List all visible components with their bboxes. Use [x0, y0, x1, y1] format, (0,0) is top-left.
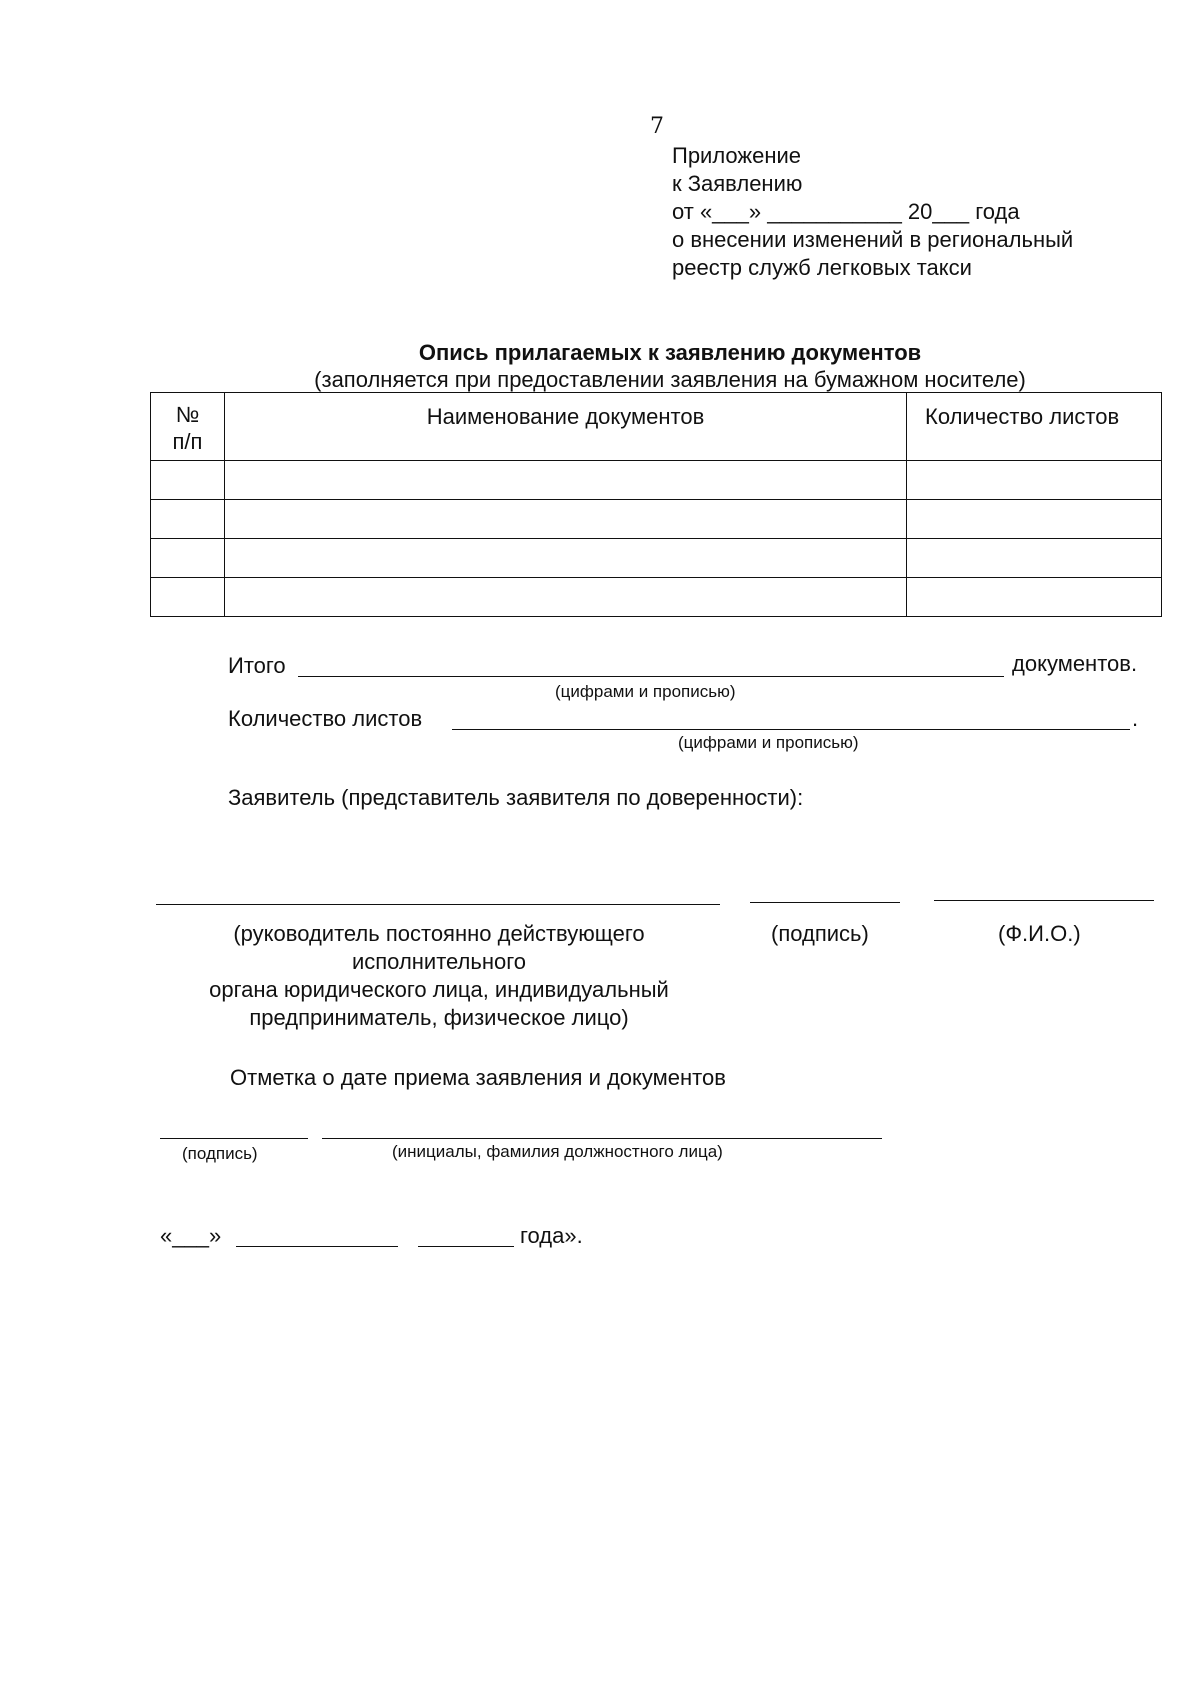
appendix-line: к Заявлению	[672, 171, 803, 196]
cell-number[interactable]	[151, 539, 225, 578]
cell-number[interactable]	[151, 578, 225, 617]
column-header-sheet-count: Количество листов	[907, 393, 1162, 461]
applicant-signature-line[interactable]	[750, 902, 900, 903]
sheets-suffix: .	[1132, 706, 1139, 731]
receipt-date-day: «___»	[160, 1223, 222, 1248]
receipt-signature-caption: (подпись)	[182, 1144, 258, 1163]
receipt-heading: Отметка о дате приема заявления и документов	[230, 1065, 726, 1090]
cell-sheet-count[interactable]	[907, 500, 1162, 539]
appendix-date-line: от «___» ___________ 20___ года	[672, 199, 1020, 224]
column-header-document-name: Наименование документов	[225, 393, 907, 461]
cell-sheet-count[interactable]	[907, 539, 1162, 578]
column-header-number-text: № п/п	[172, 402, 203, 454]
appendix-line: Приложение	[672, 143, 802, 168]
table-row	[151, 461, 1162, 500]
appendix-block	[672, 142, 1073, 282]
applicant-role-caption-1: (руководитель постоянно действующего	[233, 921, 645, 946]
sheets-hint: (цифрами и прописью)	[678, 733, 859, 752]
cell-document-name[interactable]	[225, 461, 907, 500]
inventory-table	[150, 392, 1162, 617]
sheets-label: Количество листов	[228, 706, 423, 731]
column-header-number	[151, 393, 225, 461]
applicant-role-caption-2: исполнительного	[351, 949, 527, 974]
receipt-official-line[interactable]	[322, 1138, 882, 1139]
total-hint: (цифрами и прописью)	[555, 682, 736, 701]
cell-number[interactable]	[151, 461, 225, 500]
total-label: Итого	[228, 653, 286, 678]
receipt-official-caption: (инициалы, фамилия должностного лица)	[392, 1142, 723, 1161]
table-header-row	[151, 393, 1162, 461]
cell-number[interactable]	[151, 500, 225, 539]
receipt-date-suffix: года».	[520, 1223, 583, 1248]
cell-document-name[interactable]	[225, 539, 907, 578]
table-row	[151, 500, 1162, 539]
cell-document-name[interactable]	[225, 578, 907, 617]
applicant-name-line[interactable]	[934, 900, 1154, 901]
appendix-line: реестр служб легковых такси	[672, 255, 972, 280]
cell-document-name[interactable]	[225, 500, 907, 539]
applicant-role-caption-3: органа юридического лица, индивидуальный	[209, 977, 669, 1002]
receipt-date-month-line[interactable]	[236, 1246, 398, 1247]
applicant-name-caption: (Ф.И.О.)	[998, 921, 1081, 946]
table-row	[151, 578, 1162, 617]
inventory-subtitle: (заполняется при предоставлении заявления на бумажном носителе)	[314, 367, 1026, 392]
inventory-title: Опись прилагаемых к заявлению документов	[418, 340, 922, 365]
applicant-heading: Заявитель (представитель заявителя по доверенности):	[228, 785, 804, 810]
applicant-role-caption-4: предприниматель, физическое лицо)	[249, 1005, 629, 1030]
total-input-line[interactable]	[298, 676, 1004, 677]
total-suffix: документов.	[1012, 651, 1138, 676]
sheets-input-line[interactable]	[452, 729, 1130, 730]
applicant-role-line[interactable]	[156, 904, 720, 905]
cell-sheet-count[interactable]	[907, 578, 1162, 617]
receipt-signature-line[interactable]	[160, 1138, 308, 1139]
page-number: 7	[650, 114, 664, 139]
applicant-signature-caption: (подпись)	[771, 921, 869, 946]
cell-sheet-count[interactable]	[907, 461, 1162, 500]
appendix-line: о внесении изменений в региональный	[672, 227, 1074, 252]
table-row	[151, 539, 1162, 578]
receipt-date-year-line[interactable]	[418, 1246, 514, 1247]
